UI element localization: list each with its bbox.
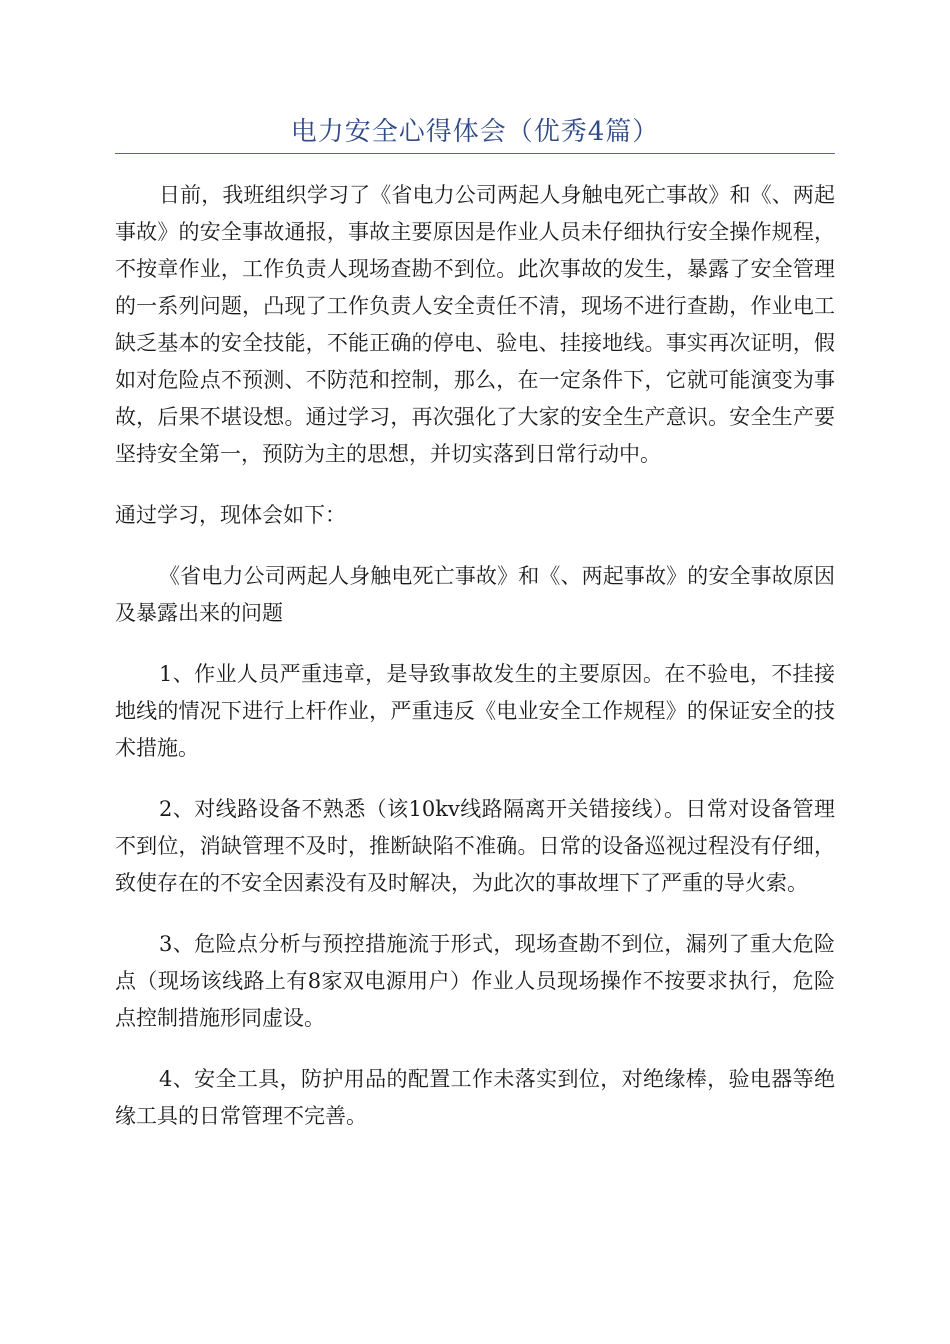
paragraph-intro: 日前，我班组织学习了《省电力公司两起人身触电死亡事故》和《、两起事故》的安全事故通报，事故主要原因是作业人员未仔细执行安全操作规程，不按章作业，工作负责人现场查勘不到位。此次事故的发生，暴露了安全管理的一系列问题，凸现了工作负责人安全责任不清，现场不进行查勘，作业电工缺乏基本的安全技能，不能正确的停电、验电、挂接地线。事实再次证明，假如对危险点不预测、不防范和控制，那么，在一定条件下，它就可能演变为事故，后果不堪设想。通过学习，再次强化了大家的安全生产意识。安全生产要坚持安全第一，预防为主的思想，并切实落到日常行动中。 (115, 183, 835, 466)
paragraph-point-1: 1、作业人员严重违章，是导致事故发生的主要原因。在不验电，不挂接地线的情况下进行上杆作业，严重违反《电业安全工作规程》的保证安全的技术措施。 (115, 662, 835, 760)
paragraph-section-heading: 《省电力公司两起人身触电死亡事故》和《、两起事故》的安全事故原因及暴露出来的问题 (115, 564, 835, 625)
paragraph-point-2: 2、对线路设备不熟悉（该10kv线路隔离开关错接线）。日常对设备管理不到位，消缺管理不及时，推断缺陷不准确。日常的设备巡视过程没有仔细，致使存在的不安全因素没有及时解决，为此次的事故埋下了严重的导火索。 (115, 797, 835, 895)
paragraph-point-3: 3、危险点分析与预控措施流于形式，现场查勘不到位，漏列了重大危险点（现场该线路上有8家双电源用户）作业人员现场操作不按要求执行，危险点控制措施形同虚设。 (115, 932, 835, 1030)
title-underline (115, 153, 835, 154)
document-body (115, 177, 835, 1135)
document-title: 电力安全心得体会（优秀4篇） (290, 117, 660, 147)
paragraph-point-4: 4、安全工具，防护用品的配置工作未落实到位，对绝缘棒，验电器等绝缘工具的日常管理不完善。 (115, 1067, 835, 1128)
paragraph-summary-lead: 通过学习，现体会如下： (115, 503, 346, 527)
